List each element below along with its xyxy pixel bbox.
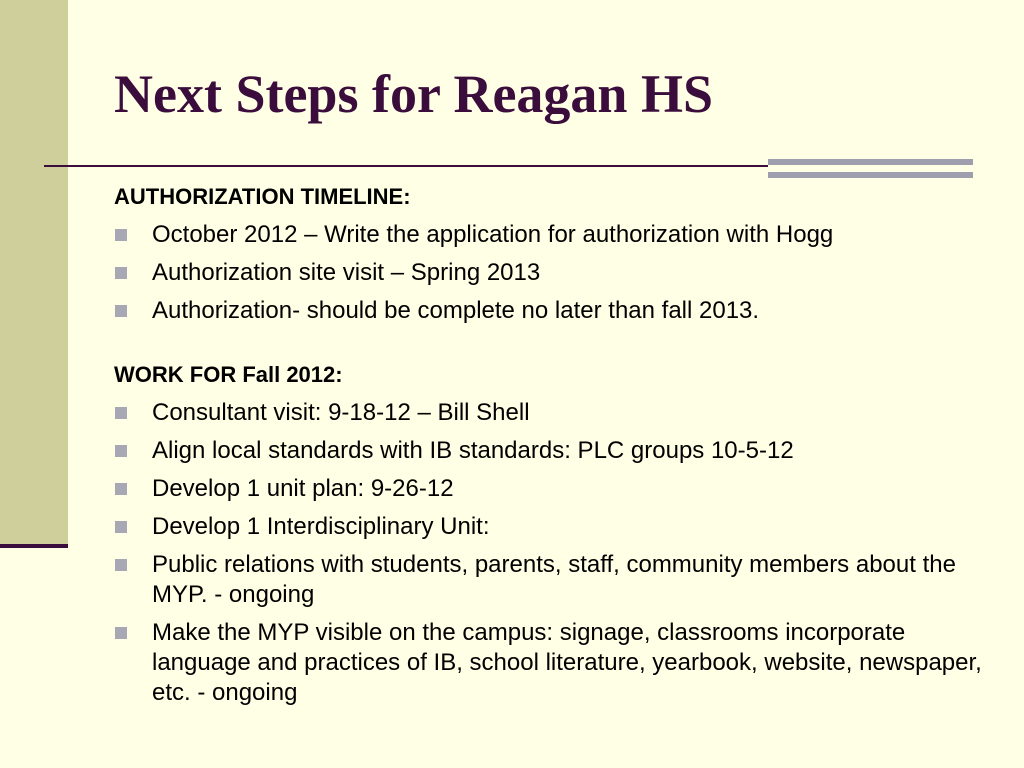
list-item-text: Develop 1 Interdisciplinary Unit: xyxy=(152,513,490,540)
list-item xyxy=(114,258,994,288)
section-heading-work-for-fall-2012: WORK FOR Fall 2012: xyxy=(114,362,343,387)
list-item-text: Public relations with students, parents, staff, community members about the MYP. - ongoing xyxy=(152,551,956,608)
list-item-text: October 2012 – Write the application for authorization with Hogg xyxy=(152,221,834,248)
list-item-text: Consultant visit: 9-18-12 – Bill Shell xyxy=(152,399,530,426)
list-item xyxy=(114,550,994,610)
slide-title: Next Steps for Reagan HS xyxy=(114,64,713,124)
square-bullet-icon xyxy=(115,407,127,419)
list-item-text: Make the MYP visible on the campus: signage, classrooms incorporate language and practices of IB, school literature, yearbook, website, newspaper, etc. - ongoing xyxy=(152,619,982,706)
square-bullet-icon xyxy=(115,267,127,279)
list-item xyxy=(114,512,994,542)
list-item xyxy=(114,398,994,428)
square-bullet-icon xyxy=(115,521,127,533)
square-bullet-icon xyxy=(115,305,127,317)
left-band-rule xyxy=(0,544,68,548)
list-item-text: Align local standards with IB standards: PLC groups 10-5-12 xyxy=(152,437,794,464)
accent-rule-upper xyxy=(768,159,973,165)
accent-rule-lower xyxy=(768,172,973,178)
left-decorative-band xyxy=(0,0,68,544)
list-item xyxy=(114,220,994,250)
list-item xyxy=(114,618,994,708)
list-item xyxy=(114,474,994,504)
title-underline-rule xyxy=(44,165,768,167)
list-item xyxy=(114,296,994,326)
square-bullet-icon xyxy=(115,627,127,639)
square-bullet-icon xyxy=(115,483,127,495)
square-bullet-icon xyxy=(115,445,127,457)
slide-body xyxy=(114,182,994,716)
list-item-text: Authorization- should be complete no later than fall 2013. xyxy=(152,297,760,324)
list-item-text: Develop 1 unit plan: 9-26-12 xyxy=(152,475,454,502)
authorization-timeline-list xyxy=(114,220,994,326)
section-heading-authorization-timeline: AUTHORIZATION TIMELINE: xyxy=(114,184,411,209)
list-item xyxy=(114,436,994,466)
square-bullet-icon xyxy=(115,559,127,571)
list-item-text: Authorization site visit – Spring 2013 xyxy=(152,259,541,286)
square-bullet-icon xyxy=(115,229,127,241)
work-for-fall-2012-list xyxy=(114,398,994,708)
